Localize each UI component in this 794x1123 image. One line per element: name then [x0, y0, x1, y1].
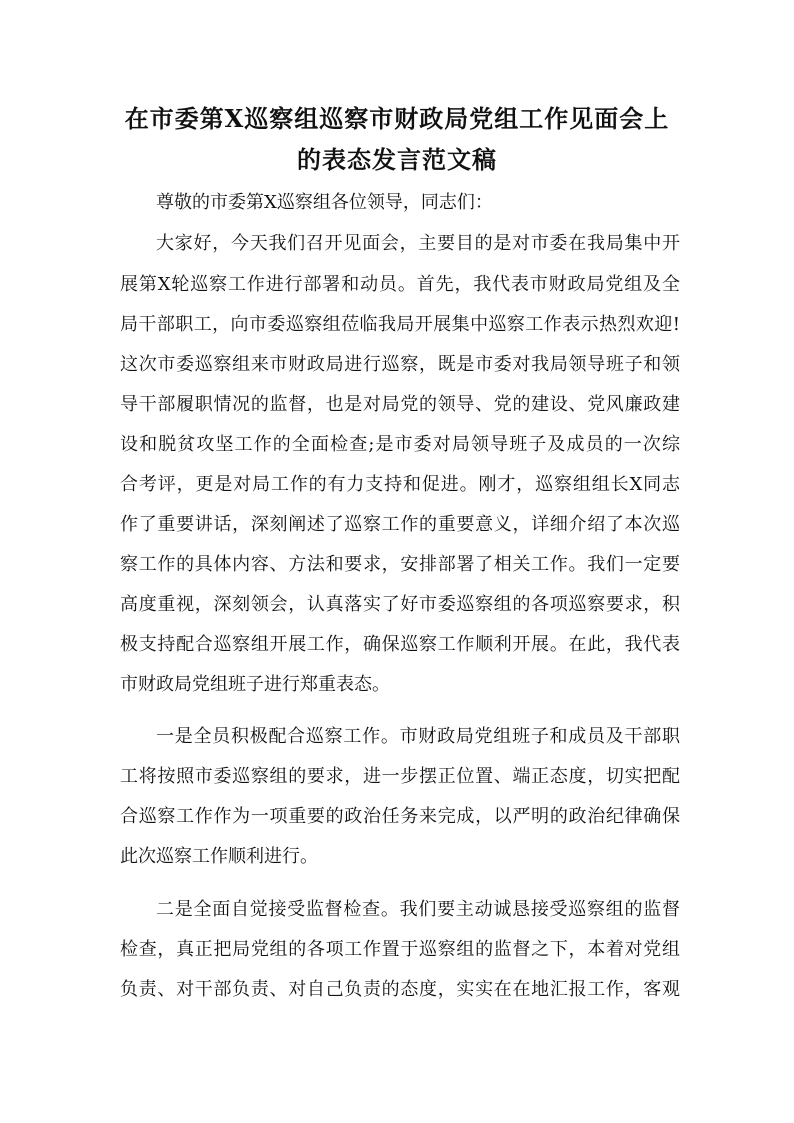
paragraph-line: 设和脱贫攻坚工作的全面检查;是市委对局领导班子及成员的一次综: [120, 434, 680, 455]
paragraph-line: 作了重要讲话，深刻阐述了巡察工作的重要意义，详细介绍了本次巡: [120, 514, 680, 535]
paragraph-line: 合考评，更是对局工作的有力支持和促进。刚才，巡察组组长X同志: [120, 474, 680, 495]
paragraph-line: 察工作的具体内容、方法和要求，安排部署了相关工作。我们一定要: [120, 554, 680, 575]
paragraph-line: 市财政局党组班子进行郑重表态。: [120, 674, 390, 695]
paragraph-line: 展第X轮巡察工作进行部署和动员。首先，我代表市财政局党组及全: [120, 274, 680, 295]
document-title-line-2: 的表态发言范文稿: [297, 145, 497, 174]
paragraph-line: 工将按照市委巡察组的要求，进一步摆正位置、端正态度，切实把配: [120, 766, 680, 787]
paragraph-line: 局干部职工，向市委巡察组莅临我局开展集中巡察工作表示热烈欢迎!: [120, 314, 680, 335]
paragraph-line: 这次市委巡察组来市财政局进行巡察，既是市委对我局领导班子和领: [120, 354, 680, 375]
paragraph-line: 二是全面自觉接受监督检查。我们要主动诚恳接受巡察组的监督: [156, 899, 680, 920]
paragraph-line: 检查，真正把局党组的各项工作置于巡察组的监督之下，本着对党组: [120, 939, 680, 960]
paragraph-line: 此次巡察工作顺利进行。: [120, 846, 318, 867]
paragraph-line: 高度重视，深刻领会，认真落实了好市委巡察组的各项巡察要求，积: [120, 594, 680, 615]
paragraph-line: 负责、对干部负责、对自己负责的态度，实实在在地汇报工作，客观: [120, 979, 680, 1000]
paragraph-line: 导干部履职情况的监督，也是对局党的领导、党的建设、党风廉政建: [120, 394, 680, 415]
paragraph-line: 大家好，今天我们召开见面会，主要目的是对市委在我局集中开: [156, 233, 680, 254]
paragraph-line: 极支持配合巡察组开展工作，确保巡察工作顺利开展。在此，我代表: [120, 634, 680, 655]
salutation-line: 尊敬的市委第X巡察组各位领导，同志们：: [156, 192, 493, 213]
document-title-line-1: 在市委第X巡察组巡察市财政局党组工作见面会上: [124, 104, 670, 133]
paragraph-line: 一是全员积极配合巡察工作。市财政局党组班子和成员及干部职: [156, 726, 680, 747]
paragraph-line: 合巡察工作作为一项重要的政治任务来完成，以严明的政治纪律确保: [120, 806, 680, 827]
